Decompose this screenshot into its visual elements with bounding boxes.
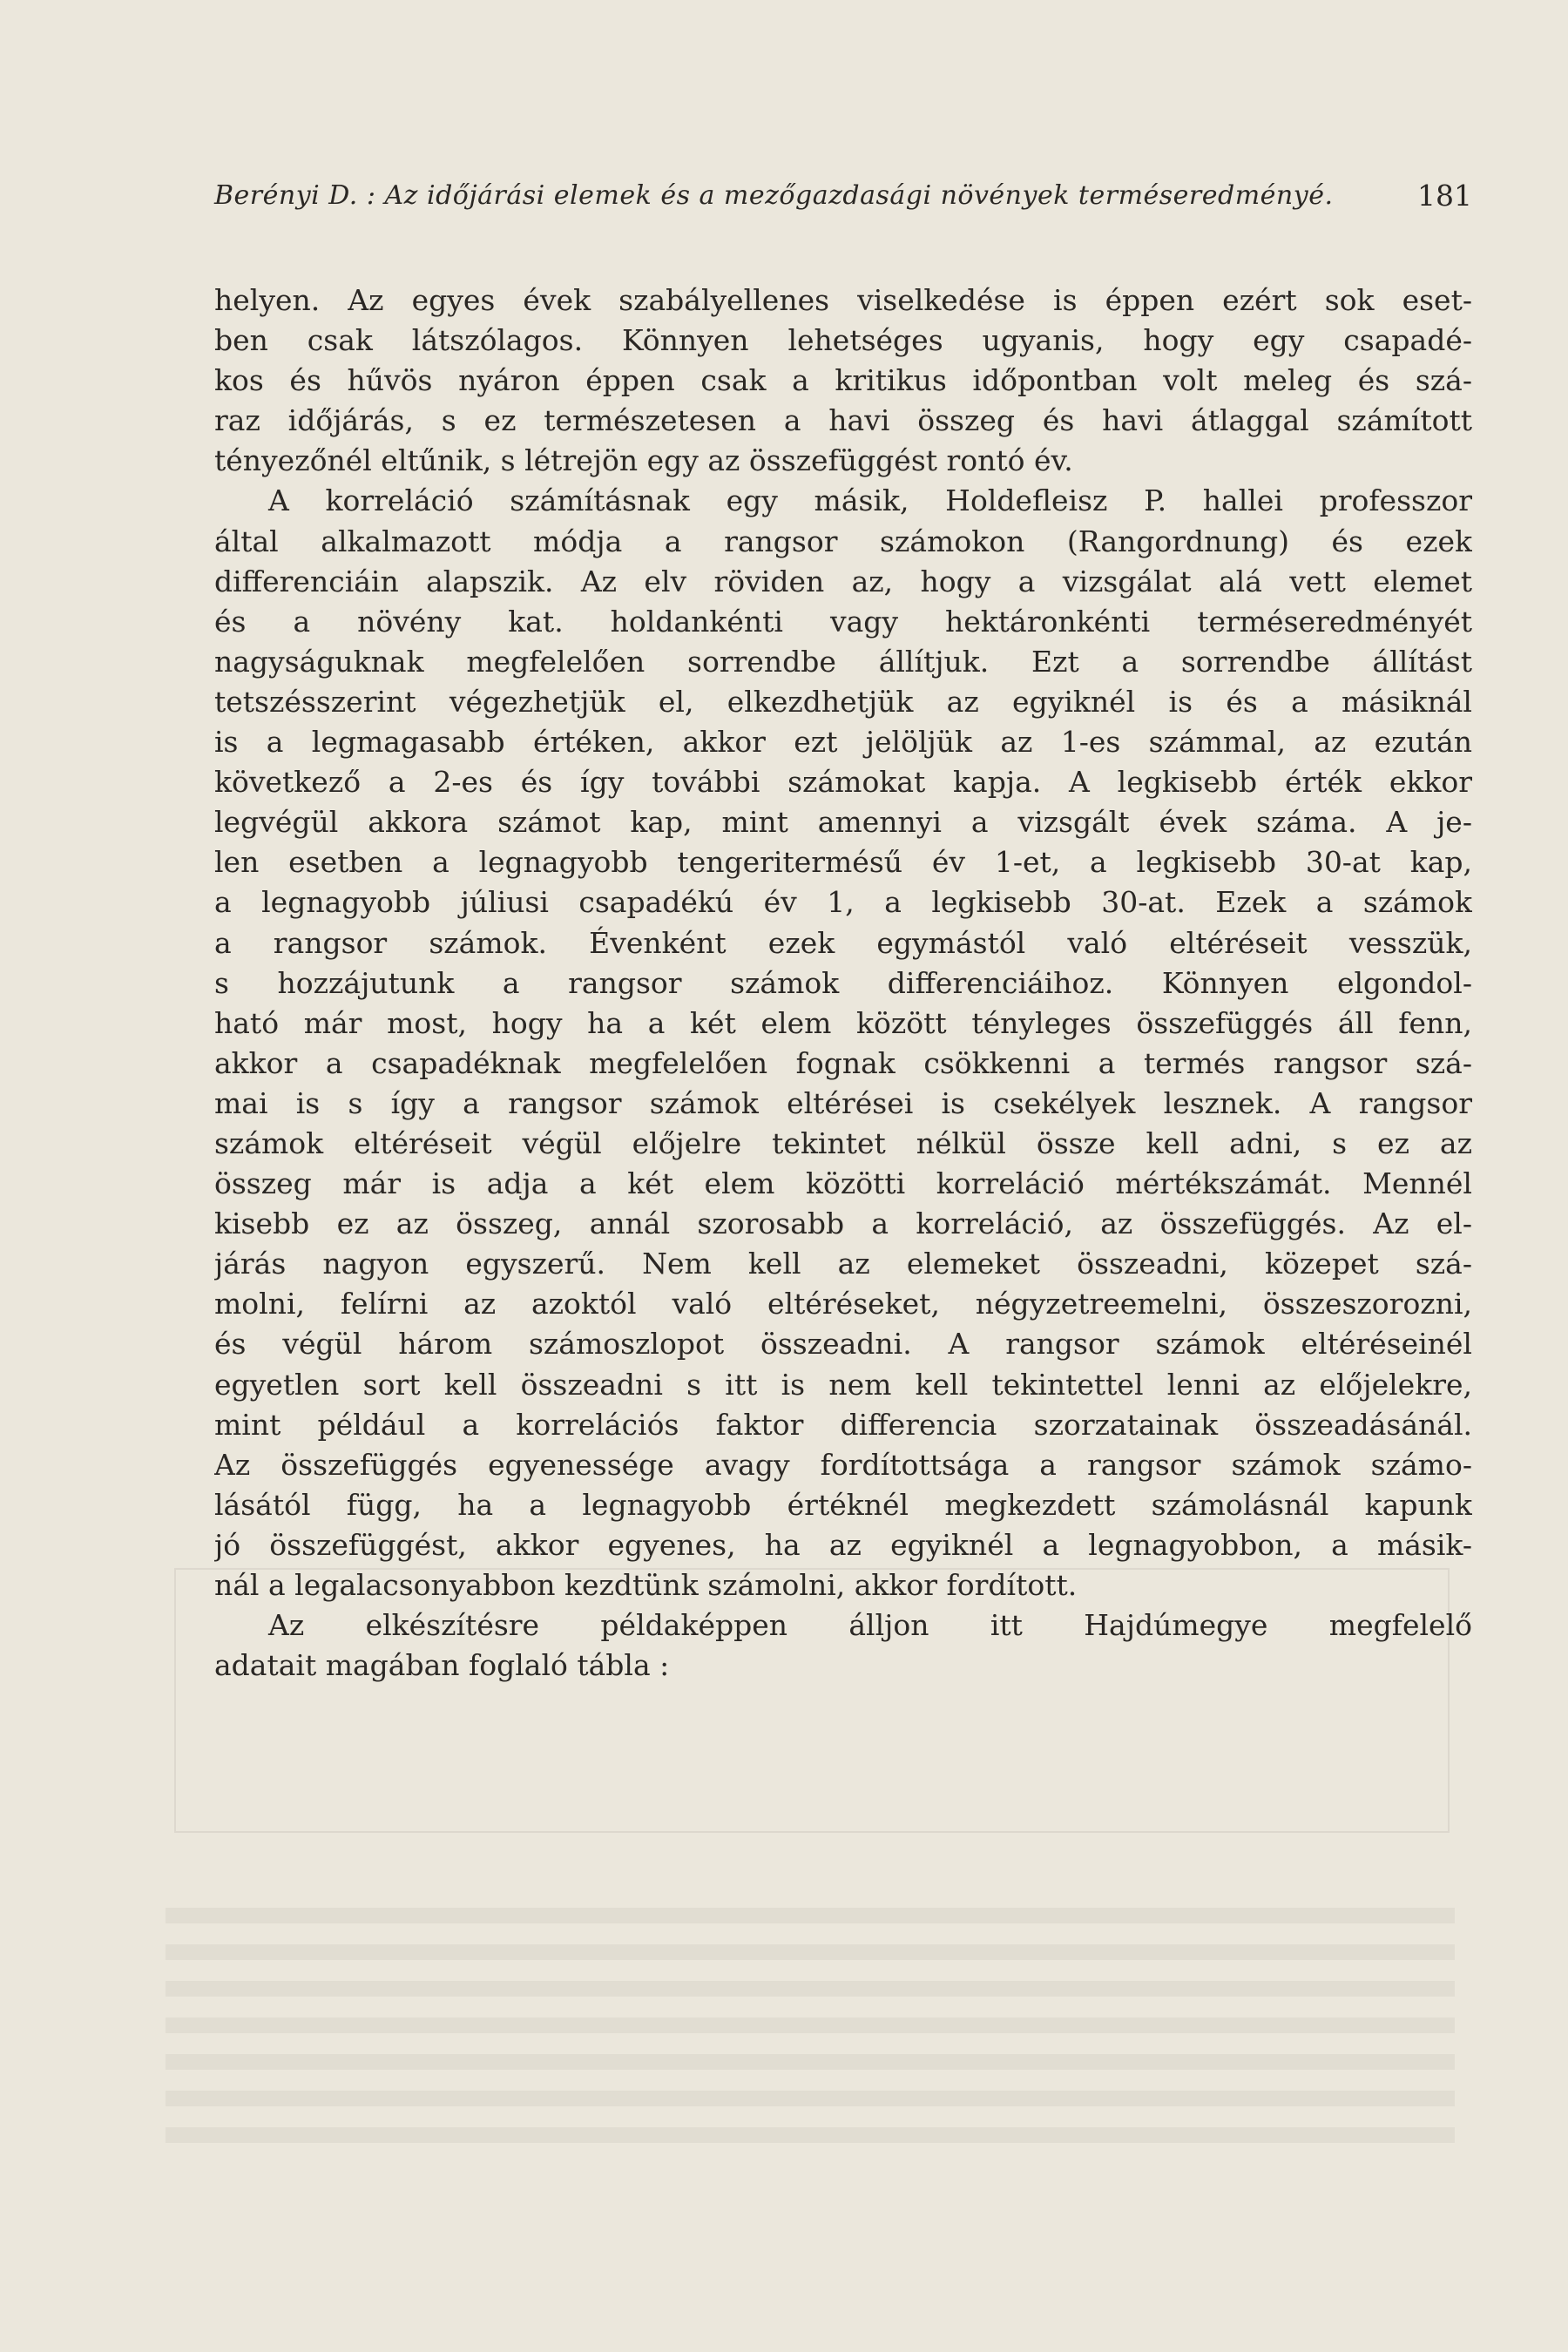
text-line: a rangsor számok. Évenként ezek egymástól való eltéréseit vesszük, bbox=[214, 925, 1472, 960]
text-line: tényezőnél eltűnik, s létrejön egy az összefüggést rontó év. bbox=[214, 443, 1073, 478]
text-line: jó összefüggést, akkor egyenes, ha az egyiknél a legnagyobbon, a másik- bbox=[214, 1527, 1472, 1562]
text-line: is a legmagasabb értéken, akkor ezt jelöljük az 1-es számmal, az ezután bbox=[214, 725, 1472, 760]
text-line: lásától függ, ha a legnagyobb értéknél megkezdett számolásnál kapunk bbox=[214, 1487, 1472, 1522]
text-line: mint például a korrelációs faktor differencia szorzatainak összeadásánál. bbox=[214, 1407, 1472, 1442]
paragraph bbox=[214, 280, 1472, 481]
text-line: molni, felírni az azoktól való eltéréseket, négyzetreemelni, összeszorozni, bbox=[214, 1287, 1472, 1321]
text-line: ben csak látszólagos. Könnyen lehetséges ugyanis, hogy egy csapadé- bbox=[214, 323, 1472, 358]
text-line: a legnagyobb júliusi csapadékú év 1, a legkisebb 30-at. Ezek a számok bbox=[214, 885, 1472, 920]
text-line: összeg már is adja a két elem közötti korreláció mértékszámát. Mennél bbox=[214, 1166, 1472, 1201]
text-line: adatait magában foglaló tábla : bbox=[214, 1648, 670, 1683]
text-line: s hozzájutunk a rangsor számok differenciáihoz. Könnyen elgondol- bbox=[214, 965, 1472, 1000]
text-line: kisebb ez az összeg, annál szorosabb a korreláció, az összefüggés. Az el- bbox=[214, 1206, 1472, 1241]
text-line: helyen. Az egyes évek szabályellenes viselkedése is éppen ezért sok eset- bbox=[214, 283, 1472, 317]
text-line: len esetben a legnagyobb tengeritermésű év 1-et, a legkisebb 30-at kap, bbox=[214, 845, 1472, 880]
paragraph bbox=[214, 481, 1472, 1605]
text-line: és végül három számoszlopot összeadni. A rangsor számok eltéréseinél bbox=[214, 1327, 1472, 1362]
text-line: raz időjárás, s ez természetesen a havi összeg és havi átlaggal számított bbox=[214, 403, 1472, 438]
text-line: A korreláció számításnak egy másik, Holdefleisz P. hallei professzor bbox=[268, 483, 1472, 518]
text-line: legvégül akkora számot kap, mint amennyi a vizsgált évek száma. A je- bbox=[214, 805, 1472, 840]
text-line: kos és hűvös nyáron éppen csak a kritikus időpontban volt meleg és szá- bbox=[214, 363, 1472, 398]
show-through-text bbox=[166, 1908, 1455, 2169]
text-line: és a növény kat. holdankénti vagy hektáronkénti terméseredményét bbox=[214, 604, 1472, 639]
body-text bbox=[214, 280, 1472, 1686]
running-header bbox=[214, 169, 1472, 221]
text-line: akkor a csapadéknak megfelelően fognak csökkenni a termés rangsor szá- bbox=[214, 1045, 1472, 1080]
text-line: nagyságuknak megfelelően sorrendbe állítjuk. Ezt a sorrendbe állítást bbox=[214, 644, 1472, 679]
text-line: tetszésszerint végezhetjük el, elkezdhetjük az egyiknél is és a másiknál bbox=[214, 684, 1472, 719]
page-number: 181 bbox=[1417, 178, 1472, 213]
text-line: Az összefüggés egyenessége avagy fordítottsága a rangsor számok számo- bbox=[214, 1447, 1472, 1482]
text-line: nál a legalacsonyabbon kezdtünk számolni, akkor fordított. bbox=[214, 1568, 1078, 1602]
text-line: mai is s így a rangsor számok eltérései is csekélyek lesznek. A rangsor bbox=[214, 1085, 1472, 1120]
text-line: egyetlen sort kell összeadni s itt is nem kell tekintettel lenni az előjelekre, bbox=[214, 1367, 1472, 1402]
text-line: számok eltéréseit végül előjelre tekintet nélkül össze kell adni, s ez az bbox=[214, 1125, 1472, 1160]
text-line: következő a 2-es és így további számokat kapja. A legkisebb érték ekkor bbox=[214, 765, 1472, 800]
text-line: által alkalmazott módja a rangsor számokon (Rangordnung) és ezek bbox=[214, 524, 1472, 558]
text-line: járás nagyon egyszerű. Nem kell az elemeket összeadni, közepet szá- bbox=[214, 1247, 1472, 1281]
header-title: Berényi D. : Az időjárási elemek és a mezőgazdasági növények terméseredményé. bbox=[214, 179, 1334, 211]
text-line: ható már most, hogy ha a két elem között tényleges összefüggés áll fenn, bbox=[214, 1005, 1472, 1040]
paragraph bbox=[214, 1605, 1472, 1686]
text-line: differenciáin alapszik. Az elv röviden az, hogy a vizsgálat alá vett elemet bbox=[214, 564, 1472, 598]
text-line: Az elkészítésre példaképpen álljon itt Hajdúmegye megfelelő bbox=[268, 1608, 1472, 1643]
